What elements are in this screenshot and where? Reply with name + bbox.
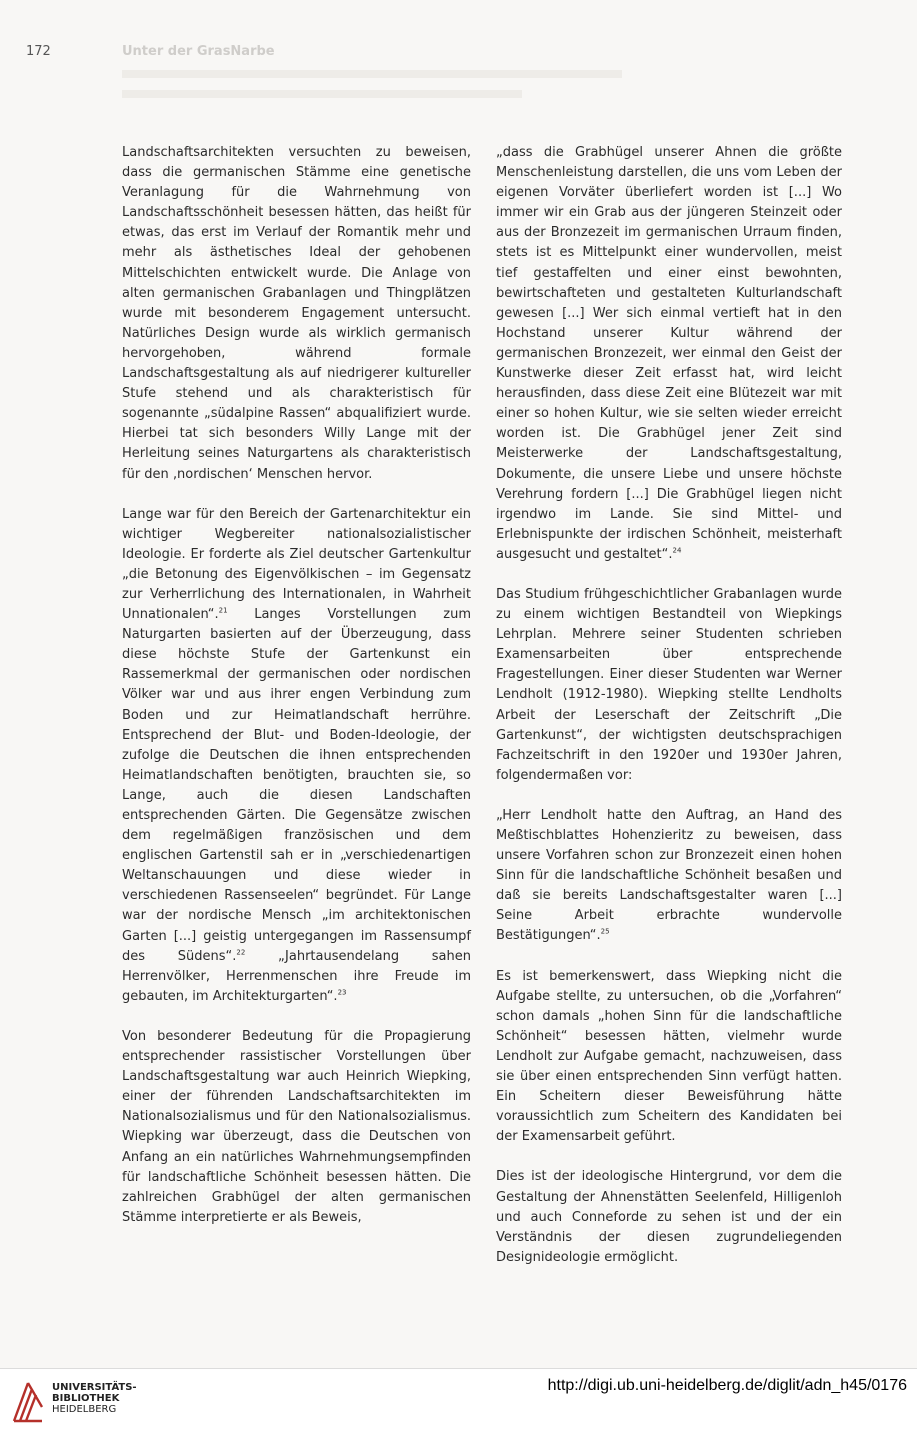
show-through-line [122,90,522,98]
paragraph: Dies ist der ideologische Hintergrund, vor dem die Gestaltung der Ahnenstätten Seelenfeld, Hilligenloh und auch Conneforde zu sehen ist und der ein Verständnis der diesen zugrundeliegenden Designideologie ermöglicht. [496,1169,842,1265]
paragraph: Von besonderer Bedeutung für die Propagierung entsprechender rassistischer Vorstellungen über Landschaftsgestaltung war auch Heinrich Wiepking, einer der führenden Landschaftsarchitekten im Nationalsozialismus und für den Nationalsozialismus. Wiepking war überzeugt, dass die Deutschen von Anfang an ein natürliches Wahrnehmungsempfinden für landschaftliche Schönheit besessen hätten. Die zahlreichen Grabhügel der alten germanischen Stämme interpretierte er als Beweis, [122,1028,471,1225]
paragraph: Es ist bemerkenswert, dass Wiepking nicht die Aufgabe stellte, zu untersuchen, ob die „Vorfahren“ schon damals „hohen Sinn für die landschaftliche Schönheit“ besessen hätten, vielmehr wurde Lendholt zur Aufgabe gemacht, nachzuweisen, dass sie über einen entsprechenden Sinn verfügt hatten. Ein Scheitern dieser Beweisführung hätte voraussichtlich zum Scheitern des Kandidaten bei der Examensarbeit geführt. [496,968,842,1145]
page-number: 172 [26,44,51,59]
footnote-ref: 23 [337,988,347,997]
block-quote: „Herr Lendholt hatte den Auftrag, an Hand des Meßtischblattes Hohenzieritz zu beweisen, dass unsere Vorfahren schon zur Bronzezeit einen hohen Sinn für die landschaftliche Schönheit besaßen und daß sie bereits Landschaftsgestalter waren [...] Seine Arbeit erbrachte wundervolle Bestätigungen“.$^{25}$ [496,807,842,944]
permalink-url[interactable]: http://digi.ub.uni-heidelberg.de/diglit/adn_h45/0176 [547,1377,907,1394]
show-through-line [122,70,622,78]
running-title: Unter der GrasNarbe [122,44,275,59]
footnote-ref: 22 [236,948,246,957]
paragraph: Das Studium frühgeschichtlicher Grabanlagen wurde zu einem wichtigen Bestandteil von Wiepkings Lehrplan. Mehrere seiner Studenten schrieben Examensarbeiten über entsprechende Fragestellungen. Einer dieser Studenten war Werner Lendholt (1912-1980). Wiepking stellte Lendholts Arbeit der Leserschaft der Zeitschrift „Die Gartenkunst“, der wichtigsten deutschsprachigen Fachzeitschrift in den 1920er und 1930er Jahren, folgendermaßen vor: [496,586,842,783]
right-column [496,143,842,1268]
footnote-ref: 21 [218,606,228,615]
footnote-ref: 24 [672,546,682,555]
library-name: UNIVERSITÄTS- BIBLIOTHEK HEIDELBERG [52,1382,137,1415]
block-quote: „dass die Grabhügel unserer Ahnen die größte Menschenleistung darstellen, die uns vom Leben der eigenen Vorväter überliefert worden ist [...] Wo immer wir ein Grab aus der jüngeren Steinzeit oder aus der Bronzezeit im germanischen Urraum finden, stets ist es Mittelpunkt einer wundervollen, meist tief gestaffelten und einer einst bewohnten, bewirtschafteten und gestalteten Kulturlandschaft gewesen [...] Wer sich einmal vertieft hat in den Hochstand unserer Kultur während der germanischen Bronzezeit, wer einmal den Geist der Kunstwerke dieser Zeit erfasst hat, wird leicht herausfinden, dass diese Zeit eine Blütezeit war mit einer so hohen Kultur, wie sie selten wieder erreicht worden ist. Die Grabhügel jener Zeit sind Meisterwerke der Landschaftsgestaltung, Dokumente, die unsere Liebe und unsere höchste Verehrung fordern [...] Die Grabhügel liegen nicht irgendwo im Lande. Sie sind Mittel- und Erlebnispunkte der irdischen Schönheit, meisterhaft ausgesucht und gestaltet“.$^{24}$ [496,145,842,562]
library-logo-icon [10,1377,46,1425]
paragraph: Landschaftsarchitekten versuchten zu beweisen, dass die germanischen Stämme eine genetische Veranlagung für die Wahrnehmung von Landschaftsschönheit besessen hätten, das heißt für etwas, das erst im Verlauf der Romantik mehr und mehr als ästhetisches Ideal der gehobenen Mittelschichten entwickelt wurde. Die Anlage von alten germanischen Grabanlagen und Thingplätzen wurde mit besonderem Engagement untersucht. Natürliches Design wurde als wirklich germanisch hervorgehoben, während formale Landschaftsgestaltung als auf niedrigerer kultureller Stufe stehend und als charakteristisch für sogenannte „südalpine Rassen“ abqualifiziert wurde. Hierbei tat sich besonders Willy Lange mit der Herleitung seines Naturgartens als charakteristisch für den ‚nordischen‘ Menschen hervor. [122,145,471,482]
viewer-footer [0,1368,917,1434]
left-column [122,143,471,1228]
footnote-ref: 25 [600,928,610,937]
paragraph: Lange war für den Bereich der Gartenarchitektur ein wichtiger Wegbereiter nationalsozialistischer Ideologie. Er forderte als Ziel deutscher Gartenkultur „die Betonung des Eigenvölkischen – im Gegensatz zur Verherrlichung des Internationalen, in Wahrheit Unnationalen“.$^{21}$ Langes Vorstellungen zum Naturgarten basierten auf der Überzeugung, dass diese höchste Stufe der Gartenkunst ein Rassemerkmal der germanischen oder nordischen Völker war und aus ihrer engen Verbindung zum Boden und zur Heimatlandschaft herrühre. Entsprechend der Blut- und Boden-Ideologie, der zufolge die Deutschen die ihnen entsprechenden Heimatlandschaften benötigten, brauchten sie, so Lange, auch die diesen Landschaften entsprechenden Gärten. Die Gegensätze zwischen dem regelmäßigen französischen und dem englischen Gartenstil sah er in „verschiedenartigen Weltanschauungen und diese wieder in verschiedenen Rassenseelen“ begründet. Für Lange war der nordische Mensch „im architektonischen Garten [...] geistig untergegangen im Rassensumpf des Südens“.$^{22}$ „Jahrtausendelang sahen Herrenvölker, Herrenmenschen ihre Freude im gebauten, im Architekturgarten“.$^{23}$ [122,506,472,1004]
